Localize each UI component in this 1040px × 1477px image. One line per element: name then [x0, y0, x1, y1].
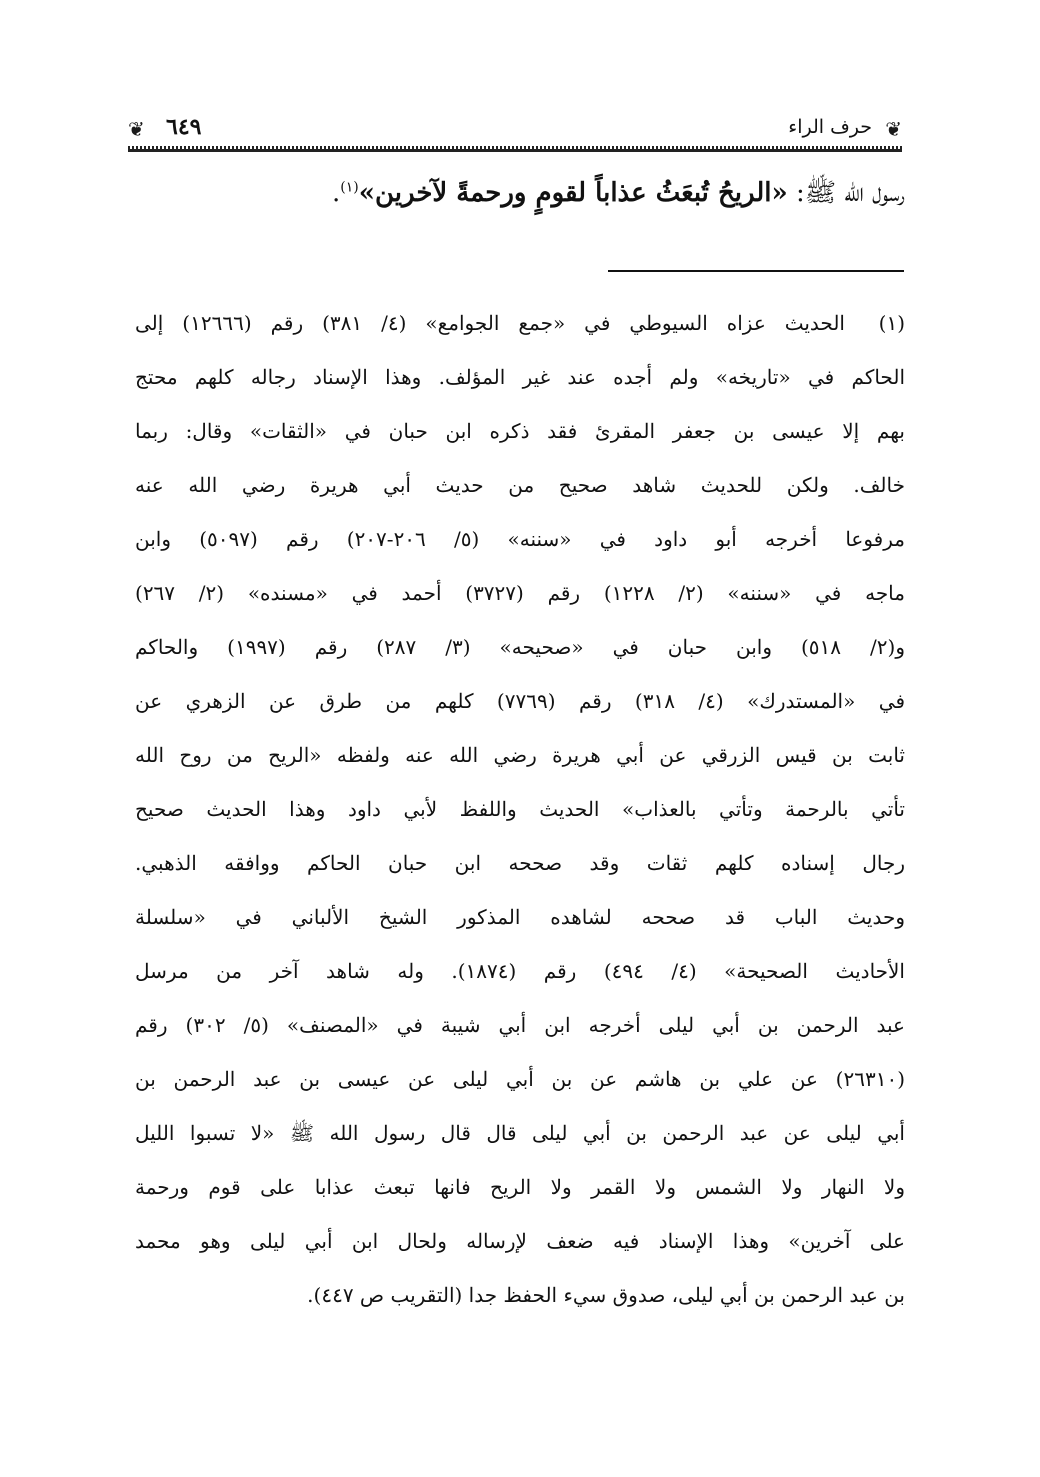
footnote-reference: (١) [340, 179, 359, 196]
footnote-line: وحديث الباب قد صححه لشاهده المذكور الشيخ الألباني في «سلسلة [135, 905, 905, 929]
footnote-line [135, 296, 905, 350]
ornament-right-icon: ❦ [885, 117, 902, 141]
footnote-line: بن عبد الرحمن بن أبي ليلى، صدوق سيء الحفظ جدا (التقريب ص ٤٤٧). [307, 1283, 905, 1307]
main-end: . [331, 178, 341, 208]
footnote-line: في «المستدرك» (٤/ ٣١٨) رقم (٧٧٦٩) كلهم من طرق عن الزهري عن [135, 689, 905, 713]
page-number: ٦٤٩ [166, 114, 202, 140]
footnote-line: رجال إسناده كلهم ثقات وقد صححه ابن حبان الحاكم ووافقه الذهبي. [135, 851, 905, 875]
footnote-line: على آخرين» وهذا الإسناد فيه ضعف لإرساله ولحال ابن أبي ليلى وهو محمد [135, 1229, 905, 1253]
footnote-line: ولا النهار ولا الشمس ولا القمر ولا الريح فانها تبعث عذابا على قوم ورحمة [135, 1175, 905, 1199]
footnote-line: الأحاديث الصحيحة» (٤/ ٤٩٤) رقم (١٨٧٤). وله شاهد آخر من مرسل [135, 959, 905, 983]
footnote-divider [608, 270, 904, 272]
footnote-line: (٢٦٣١٠) عن علي بن هاشم عن بن أبي ليلى عن عيسى بن عبد الرحمن بن [135, 1067, 905, 1091]
footnote-line: الحاكم في «تاريخه» ولم أجده عند غير المؤلف. وهذا الإسناد رجاله كلهم محتج [135, 365, 905, 389]
main-text-line [145, 176, 905, 214]
footnote-line: و(٢/ ٥١٨) وابن حبان في «صحيحه» (٣/ ٢٨٧) رقم (١٩٩٧) والحاكم [135, 635, 905, 659]
footnote-line: خالف. ولكن للحديث شاهد صحيح من حديث أبي هريرة رضي الله عنه [135, 473, 905, 497]
footnote-line: ثابت بن قيس الزرقي عن أبي هريرة رضي الله عنه ولفظه «الريح من روح الله [135, 743, 905, 767]
chapter-title: حرف الراء [788, 116, 872, 138]
main-prefix: رسول الله ﷺ: [787, 178, 905, 208]
footnote-line: عبد الرحمن بن أبي ليلى أخرجه ابن أبي شيبة في «المصنف» (٥/ ٣٠٢) رقم [135, 1013, 905, 1037]
ornament-left-icon: ❦ [128, 117, 145, 141]
header-divider [128, 146, 902, 152]
footnote-line-text: الحديث عزاه السيوطي في «جمع الجوامع» (٤/ ٣٨١) رقم (١٢٦٦٦) إلى [135, 311, 845, 335]
footnote-marker: (١) [878, 311, 905, 335]
hadith-quote: «الريحُ تُبعَثُ عذاباً لقومٍ ورحمةً لآخرين» [358, 178, 788, 208]
footnote-line: مرفوعا أخرجه أبو داود في «سننه» (٥/ ٢٠٦-٢٠٧) رقم (٥٠٩٧) وابن [135, 527, 905, 551]
footnote-line: أبي ليلى عن عبد الرحمن بن أبي ليلى قال قال رسول الله ﷺ «لا تسبوا الليل [135, 1121, 905, 1145]
footnote-line: ماجه في «سننه» (٢/ ١٢٢٨) رقم (٣٧٢٧) أحمد في «مسنده» (٢/ ٢٦٧) [135, 581, 905, 605]
footnote-block [135, 296, 905, 1322]
page-header [128, 112, 902, 154]
footnote-line: تأتي بالرحمة وتأتي بالعذاب» الحديث واللفظ لأبي داود وهذا الحديث صحيح [135, 797, 905, 821]
footnote-line: بهم إلا عيسى بن جعفر المقرئ فقد ذكره ابن حبان في «الثقات» وقال: ربما [135, 419, 905, 443]
